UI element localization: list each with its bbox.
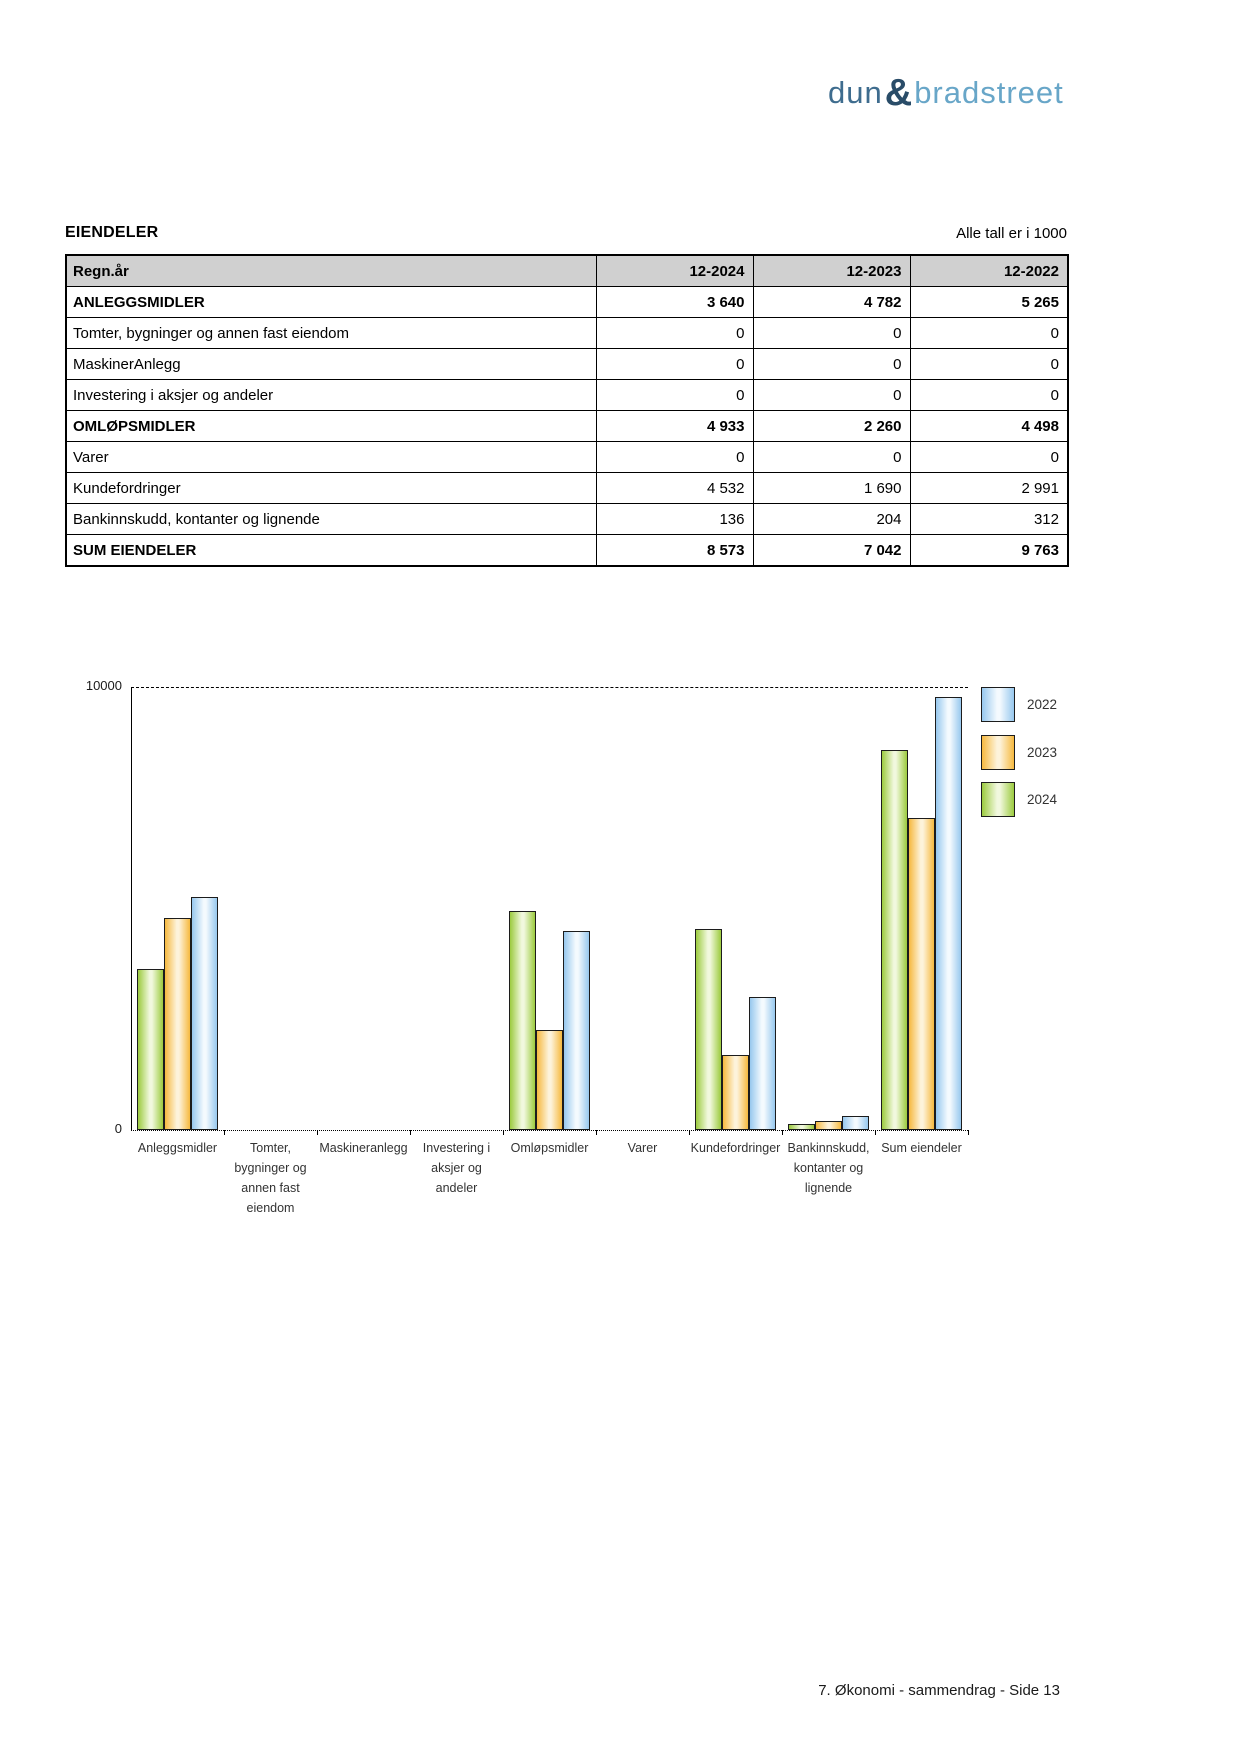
x-axis-tick	[782, 1130, 783, 1135]
row-label: ANLEGGSMIDLER	[66, 287, 596, 318]
category-label-line: Kundefordringer	[690, 1141, 781, 1155]
category-label	[319, 1138, 407, 1158]
table-row	[66, 535, 1068, 567]
row-label: Kundefordringer	[66, 473, 596, 504]
legend-swatch-2022	[981, 687, 1015, 722]
logo-text-dun: dun	[828, 75, 883, 110]
row-value: 2 260	[753, 411, 910, 442]
row-label: MaskinerAnlegg	[66, 349, 596, 380]
dun-bradstreet-logo	[828, 72, 1064, 114]
page-footer: 7. Økonomi - sammendrag - Side 13	[818, 1682, 1060, 1699]
y-tick-label: 0	[114, 1121, 122, 1136]
row-value: 5 265	[910, 287, 1068, 318]
row-value: 0	[910, 442, 1068, 473]
row-value: 2 991	[910, 473, 1068, 504]
table-row	[66, 380, 1068, 411]
category-label-line: Omløpsmidler	[510, 1141, 589, 1155]
row-label: Varer	[66, 442, 596, 473]
row-value: 0	[753, 349, 910, 380]
legend-label-2023: 2023	[1027, 745, 1058, 760]
bar-2022-anleggsmidler	[191, 897, 218, 1130]
bar-2023-kundefordringer	[722, 1055, 749, 1130]
legend-label-2022: 2022	[1027, 697, 1058, 712]
legend-swatch-2024	[981, 782, 1015, 817]
row-value: 0	[596, 318, 753, 349]
units-note: Alle tall er i 1000	[956, 225, 1067, 242]
category-label-line: Bankinnskudd,	[787, 1141, 870, 1155]
row-label: SUM EIENDELER	[66, 535, 596, 567]
x-axis-tick	[503, 1130, 504, 1135]
financial-table	[65, 254, 1069, 567]
table-header-year-12-2023: 12-2023	[753, 255, 910, 287]
row-label: OMLØPSMIDLER	[66, 411, 596, 442]
row-value: 0	[910, 380, 1068, 411]
bar-2023-oml-psmidler	[536, 1030, 563, 1130]
category-label-line: annen fast	[241, 1181, 300, 1195]
row-value: 136	[596, 504, 753, 535]
table-header-row	[66, 255, 1068, 287]
category-label	[511, 1138, 589, 1158]
chart	[60, 640, 1200, 1260]
bar-2024-anleggsmidler	[137, 969, 164, 1130]
row-value: 3 640	[596, 287, 753, 318]
category-label-line: kontanter og	[793, 1161, 864, 1175]
table-row	[66, 349, 1068, 380]
x-axis-baseline	[131, 1130, 968, 1131]
x-axis-tick	[968, 1130, 969, 1135]
row-value: 204	[753, 504, 910, 535]
table-header-year-12-2024: 12-2024	[596, 255, 753, 287]
table-header-year-12-2022: 12-2022	[910, 255, 1068, 287]
x-axis-tick	[596, 1130, 597, 1135]
logo-ampersand-icon: &	[884, 72, 913, 114]
x-axis-tick	[875, 1130, 876, 1135]
row-value: 0	[753, 380, 910, 411]
category-label	[423, 1138, 490, 1198]
bar-2022-oml-psmidler	[563, 931, 590, 1130]
bar-2022-sum-eiendeler	[935, 697, 962, 1130]
table-row	[66, 411, 1068, 442]
row-value: 7 042	[753, 535, 910, 567]
row-value: 0	[753, 318, 910, 349]
bar-2023-sum-eiendeler	[908, 818, 935, 1130]
row-value: 0	[910, 318, 1068, 349]
table-row	[66, 473, 1068, 504]
category-label-line: Sum eiendeler	[881, 1141, 962, 1155]
table-row	[66, 504, 1068, 535]
category-label-line: eiendom	[246, 1201, 295, 1215]
row-label: Tomter, bygninger og annen fast eiendom	[66, 318, 596, 349]
row-value: 0	[596, 380, 753, 411]
page-title: EIENDELER	[65, 224, 159, 241]
bar-2023-bankinnskudd-kontanter-og-lignende	[815, 1121, 842, 1130]
row-value: 0	[596, 442, 753, 473]
row-value: 4 782	[753, 287, 910, 318]
category-label	[138, 1138, 217, 1158]
row-value: 1 690	[753, 473, 910, 504]
y-axis-line	[131, 687, 132, 1130]
bar-2024-bankinnskudd-kontanter-og-lignende	[788, 1124, 815, 1130]
legend-label-2024: 2024	[1027, 792, 1058, 807]
table-row	[66, 442, 1068, 473]
financial-table-body	[66, 287, 1068, 567]
bar-2023-anleggsmidler	[164, 918, 191, 1130]
category-label	[628, 1138, 658, 1158]
category-label	[691, 1138, 781, 1158]
row-value: 4 532	[596, 473, 753, 504]
category-label	[234, 1138, 306, 1218]
category-label-line: Varer	[627, 1141, 658, 1155]
logo-text-bradstreet: bradstreet	[914, 75, 1064, 110]
bar-2024-sum-eiendeler	[881, 750, 908, 1130]
category-label-line: Investering i	[422, 1141, 491, 1155]
row-value: 4 933	[596, 411, 753, 442]
row-value: 4 498	[910, 411, 1068, 442]
row-value: 312	[910, 504, 1068, 535]
row-label: Bankinnskudd, kontanter og lignende	[66, 504, 596, 535]
row-value: 0	[596, 349, 753, 380]
financial-table-head	[66, 255, 1068, 287]
legend-swatch-2023	[981, 735, 1015, 770]
section-heading-row	[65, 224, 1067, 242]
category-label-line: Tomter,	[250, 1141, 291, 1155]
x-axis-tick	[689, 1130, 690, 1135]
bar-2024-oml-psmidler	[509, 911, 536, 1130]
table-header-label: Regn.år	[66, 255, 596, 287]
row-value: 0	[910, 349, 1068, 380]
bar-2022-bankinnskudd-kontanter-og-lignende	[842, 1116, 869, 1130]
row-value: 8 573	[596, 535, 753, 567]
y-tick-label: 10000	[85, 678, 122, 693]
table-row	[66, 318, 1068, 349]
row-value: 0	[753, 442, 910, 473]
x-axis-tick	[410, 1130, 411, 1135]
gridline-10000	[131, 687, 968, 688]
category-label-line: Maskineranlegg	[319, 1141, 408, 1155]
x-axis-tick	[224, 1130, 225, 1135]
category-label	[881, 1138, 962, 1158]
x-axis-tick	[317, 1130, 318, 1135]
category-label-line: andeler	[435, 1181, 478, 1195]
category-label-line: bygninger og	[234, 1161, 307, 1175]
table-row	[66, 287, 1068, 318]
bar-2024-kundefordringer	[695, 929, 722, 1130]
category-label	[787, 1138, 869, 1198]
bar-2022-kundefordringer	[749, 997, 776, 1130]
category-label-line: aksjer og	[431, 1161, 482, 1175]
row-value: 9 763	[910, 535, 1068, 567]
row-label: Investering i aksjer og andeler	[66, 380, 596, 411]
category-label-line: lignende	[804, 1181, 853, 1195]
category-label-line: Anleggsmidler	[137, 1141, 218, 1155]
